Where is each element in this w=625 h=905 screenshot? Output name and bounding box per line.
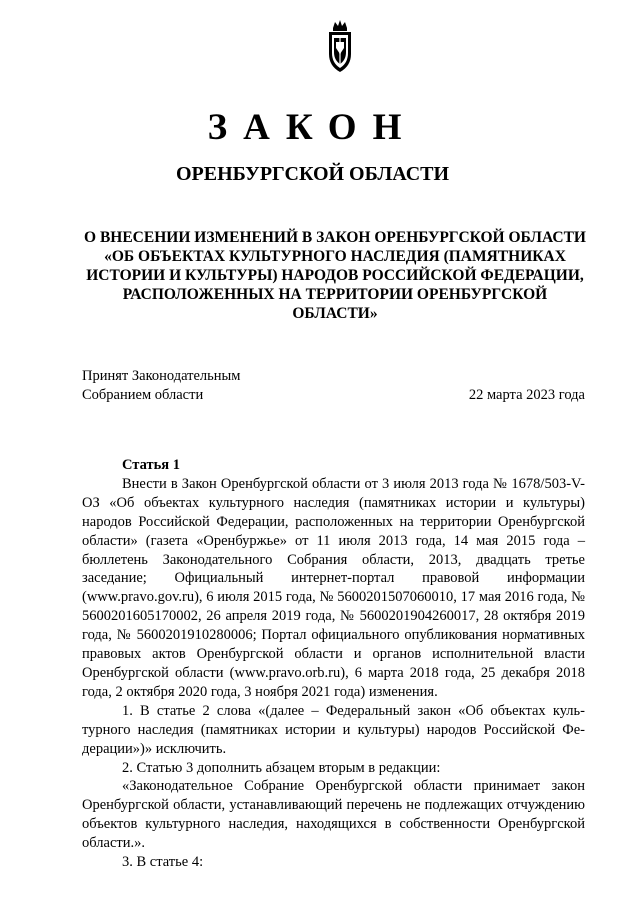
adoption-line: Собранием области: [82, 387, 204, 403]
document-region: ОРЕНБУРГСКОЙ ОБЛАСТИ: [175, 163, 450, 185]
article-item: 2. Статью 3 дополнить абзацем вторым в редакции:: [122, 759, 441, 776]
article-paragraph: Внести в Закон Оренбургской области от 3 июля 2013 года № 1678/503-V-ОЗ «Об объектах культурного наследия (памятниках истории и культуры) народов Российской Федерации, расположенных на территории Оренбургской области» (газета «Оренбуржье» от 11 июля 2013 года, 14 мая 2015 года – бюллетень Законодательного Собрания области, 2013, двадцать третье заседание; Официальный интернет-портал правовой информации (www.pravo.gov.ru), 6 июля 2015 года, № 5600201507060010, 17 мая 2016 года, № 5600201605170002, 26 апреля 2019 года, № 5600201904260017, 28 октября 2019 года, № 5600201910280006; Портал официального опубликования нормативных правовых актов Оренбургской области и органов исполнительной власти Оренбургской области (www.pravo.orb.ru), 6 марта 2018 года, 25 декабря 2018 года, 2 октября 2020 года, 3 ноября 2021 года) изменения.: [82, 475, 585, 700]
article-paragraph: «Законодательное Собрание Оренбургской области принимает закон Оренбургской области, устанавливающий перечень не подлежащих отчуждению объектов культурного наследия, находящихся в собственности Оренбургской области.».: [82, 778, 585, 852]
subject-line: «ОБ ОБЪЕКТАХ КУЛЬТУРНОГО НАСЛЕДИЯ (ПАМЯТНИКАХ: [104, 248, 566, 265]
article-item: 1. В статье 2 слова «(далее – Федеральный закон «Об объектах культурного наследия (памятниках истории и культуры) народов Российской Федерации»)» исключить.: [82, 702, 585, 757]
law-subject: [80, 228, 590, 323]
subject-line: ОБЛАСТИ»: [292, 305, 378, 322]
adoption-info: [82, 367, 240, 405]
subject-line: О ВНЕСЕНИИ ИЗМЕНЕНИЙ В ЗАКОН ОРЕНБУРГСКОЙ ОБЛАСТИ: [84, 229, 586, 246]
adoption-line: Принят Законодательным: [82, 368, 241, 384]
article-heading: Статья 1: [122, 457, 180, 473]
subject-line: РАСПОЛОЖЕННЫХ НА ТЕРРИТОРИИ ОРЕНБУРГСКОЙ: [122, 286, 548, 303]
coat-of-arms-icon: [324, 20, 356, 74]
article-item: 3. В статье 4:: [122, 854, 204, 871]
document-title: ЗАКОН: [207, 107, 418, 148]
adoption-date: 22 марта 2023 года: [468, 387, 585, 403]
article-1: [82, 456, 585, 872]
subject-line: ИСТОРИИ И КУЛЬТУРЫ) НАРОДОВ РОССИЙСКОЙ ФЕДЕРАЦИИ,: [86, 267, 584, 284]
